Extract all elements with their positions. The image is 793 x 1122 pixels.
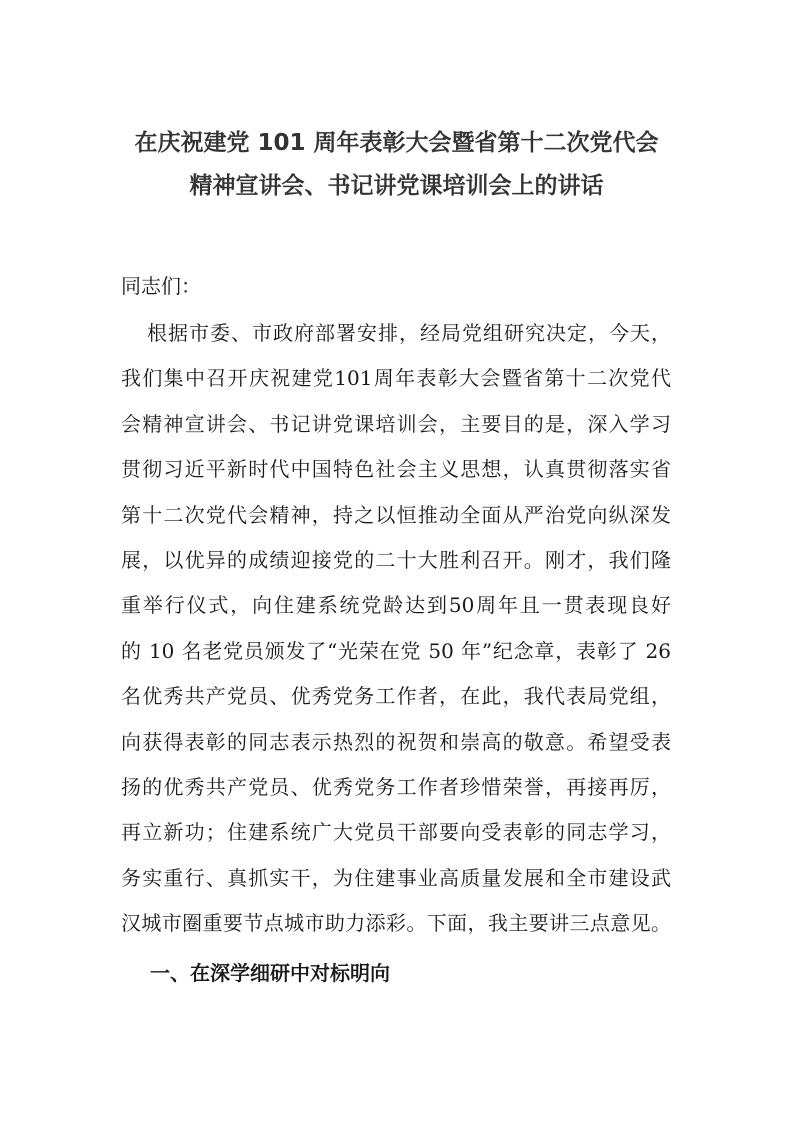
paragraph-line: 向获得表彰的同志表示热烈的祝贺和崇高的敬意。希望受表 — [121, 729, 671, 754]
paragraph-line: 会精神宣讲会、书记讲党课培训会，主要目的是，深入学习 — [121, 411, 671, 436]
salutation: 同志们： — [121, 274, 201, 298]
document-title-line-2: 精神宣讲会、书记讲党课培训会上的讲话 — [189, 173, 604, 199]
paragraph-line: 贯彻习近平新时代中国特色社会主义思想，认真贯彻落实省 — [121, 457, 671, 482]
paragraph-line: 根据市委、市政府部署安排，经局党组研究决定，今天， — [147, 321, 671, 345]
paragraph-line: 扬的优秀共产党员、优秀党务工作者珍惜荣誉，再接再厉， — [121, 775, 671, 799]
paragraph-line: 务实重行、真抓实干，为住建事业高质量发展和全市建设武 — [121, 865, 671, 890]
paragraph-line: 再立新功；住建系统广大党员干部要向受表彰的同志学习， — [121, 820, 671, 845]
paragraph-line: 展，以优异的成绩迎接党的二十大胜利召开。刚才，我们隆 — [121, 548, 671, 572]
section-heading: 一、在深学细研中对标明向 — [150, 961, 390, 985]
paragraph-line: 的 10 名老党员颁发了“光荣在党 50 年”纪念章，表彰了 26 — [121, 638, 671, 663]
document-title-line-1: 在庆祝建党 101 周年表彰大会暨省第十二次党代会 — [134, 130, 659, 156]
paragraph-line: 汉城市圈重要节点城市助力添彩。下面，我主要讲三点意见。 — [121, 911, 671, 936]
paragraph-line: 我们集中召开庆祝建党101周年表彰大会暨省第十二次党代 — [121, 366, 671, 391]
paragraph-line: 重举行仪式，向住建系统党龄达到50周年且一贯表现良好 — [121, 593, 671, 618]
paragraph-line: 第十二次党代会精神，持之以恒推动全面从严治党向纵深发 — [121, 502, 671, 527]
paragraph-line: 名优秀共产党员、优秀党务工作者，在此，我代表局党组， — [121, 684, 671, 709]
